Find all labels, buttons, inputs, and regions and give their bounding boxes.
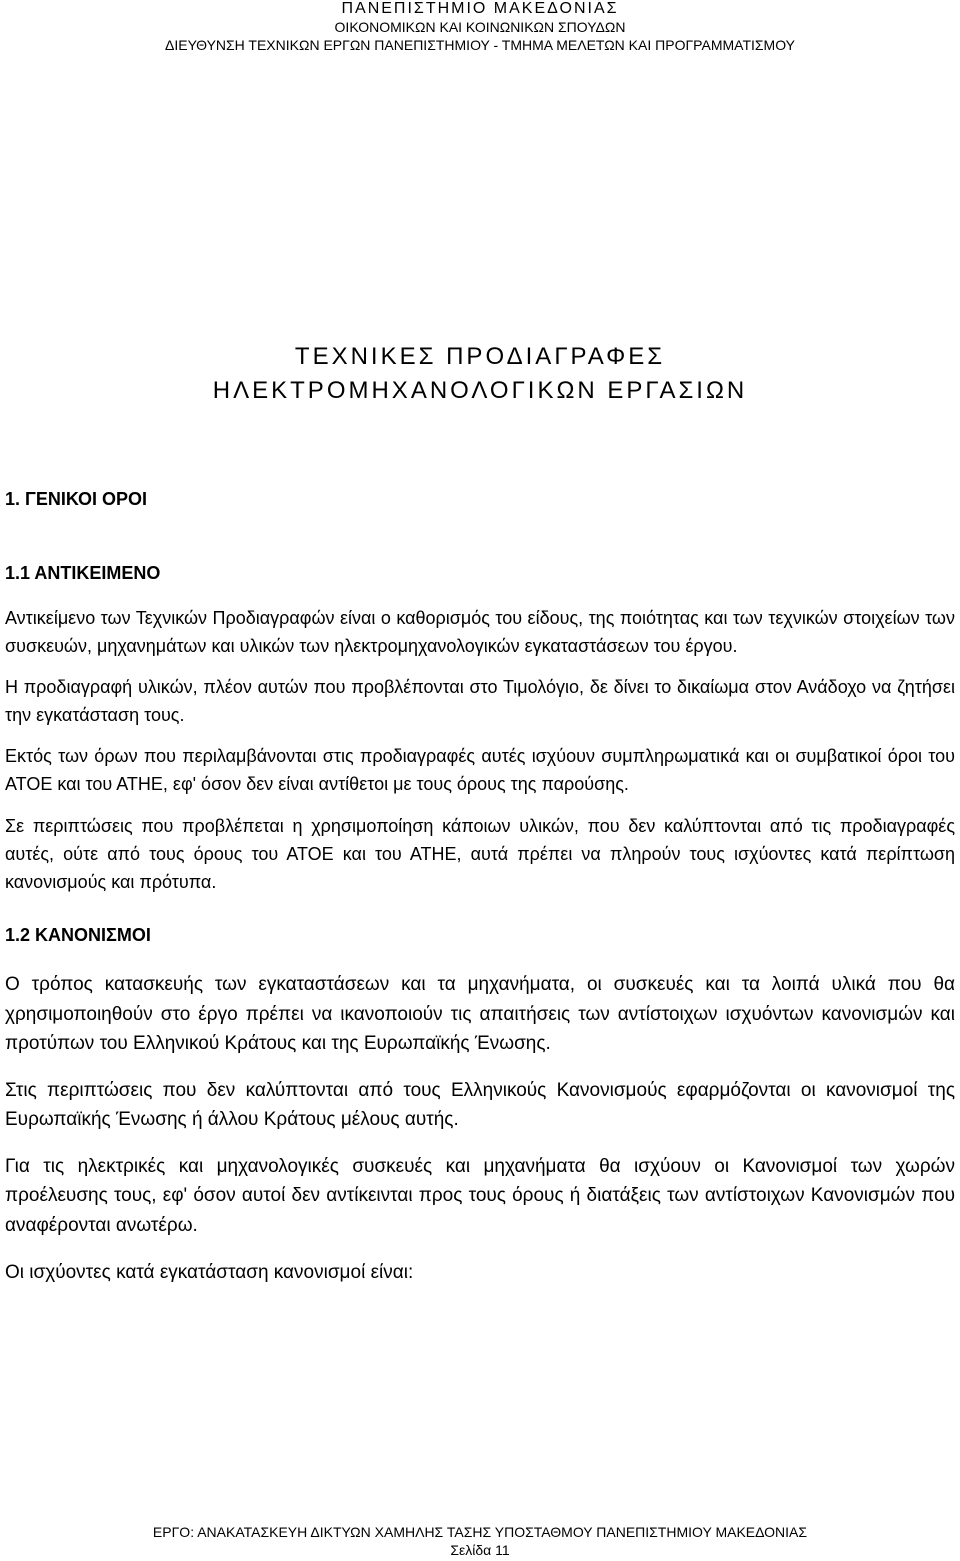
paragraph-construction: Ο τρόπος κατασκευής των εγκαταστάσεων και τα μηχανήματα, οι συσκευές και τα λοιπά υλικά που θα χρησιμοποιηθούν στο έργο πρέπει να ικανοποιούν τις απαιτήσεις των αντίστοιχων ισχυόντων κανονισμών και προτύπων του Ελληνικού Κράτους και της Ευρωπαϊκής Ένωσης. — [5, 974, 955, 1054]
paragraph-specification: Η προδιαγραφή υλικών, πλέον αυτών που προβλέπονται στο Τιμολόγιο, δε δίνει το δικαίωμα στον Ανάδοχο να ζητήσει την εγκατάσταση τους. — [5, 677, 955, 725]
school-name: ΟΙΚΟΝΟΜΙΚΩΝ ΚΑΙ ΚΟΙΝΩΝΙΚΩΝ ΣΠΟΥΔΩΝ — [334, 19, 626, 35]
section-heading-regulations: 1.2 ΚΑΝΟΝΙΣΜΟΙ — [5, 925, 151, 945]
document-body — [5, 486, 955, 1288]
footer-project: ΕΡΓΟ: ΑΝΑΚΑΤΑΣΚΕΥΗ ΔΙΚΤΥΩΝ ΧΑΜΗΛΗΣ ΤΑΣΗΣ ΥΠΟΣΤΑΘΜΟΥ ΠΑΝΕΠΙΣΤΗΜΙΟΥ ΜΑΚΕΔΟΝΙΑΣ — [152, 1524, 808, 1540]
section-heading-general: 1. ΓΕΝΙΚΟΙ ΟΡΟΙ — [5, 489, 148, 509]
title-line-2: ΗΛΕΚΤΡΟΜΗΧΑΝΟΛΟΓΙΚΩΝ ΕΡΓΑΣΙΩΝ — [212, 377, 748, 404]
section-heading-object: 1.1 ΑΝΤΙΚΕΙΜΕΝΟ — [5, 563, 161, 583]
paragraph-eu-regulations: Στις περιπτώσεις που δεν καλύπτονται από τους Ελληνικούς Κανονισμούς εφαρμόζονται οι κανονισμοί της Ευρωπαϊκής Ένωσης ή άλλου Κράτους μέλους αυτής. — [5, 1079, 955, 1130]
department-name: ΔΙΕΥΘΥΝΣΗ ΤΕΧΝΙΚΩΝ ΕΡΓΩΝ ΠΑΝΕΠΙΣΤΗΜΙΟΥ - ΤΜΗΜΑ ΜΕΛΕΤΩΝ ΚΑΙ ΠΡΟΓΡΑΜΜΑΤΙΣΜΟΥ — [165, 37, 795, 53]
paragraph-other-materials: Σε περιπτώσεις που προβλέπεται η χρησιμοποίηση κάποιων υλικών, που δεν καλύπτονται από τις προδιαγραφές αυτές, ούτε από τους όρους του ΑΤΟΕ και του ΑΤΗΕ, αυτά πρέπει να πληρούν τους ισχύοντες κατά περίπτωση κανονισμούς και πρότυπα. — [5, 816, 955, 892]
title-line-1: ΤΕΧΝΙΚΕΣ ΠΡΟΔΙΑΓΡΑΦΕΣ — [294, 343, 666, 370]
paragraph-supplementary-terms: Εκτός των όρων που περιλαμβάνονται στις προδιαγραφές αυτές ισχύουν συμπληρωματικά και οι συμβατικοί όροι του ΑΤΟΕ και του ΑΤΗΕ, εφ' όσον δεν είναι αντίθετοι με τους όρους της παρούσης. — [5, 746, 955, 794]
university-name: ΠΑΝΕΠΙΣΤΗΜΙΟ ΜΑΚΕΔΟΝΙΑΣ — [341, 0, 619, 17]
paragraph-object: Αντικείμενο των Τεχνικών Προδιαγραφών είναι ο καθορισμός του είδους, της ποιότητας και των τεχνικών στοιχείων των συσκευών, μηχανημάτων και υλικών των ηλεκτρομηχανολογικών εγκαταστάσεων του έργου. — [5, 608, 955, 656]
paragraph-regulations-list-intro: Οι ισχύοντες κατά εγκατάσταση κανονισμοί είναι: — [5, 1262, 414, 1283]
paragraph-devices: Για τις ηλεκτρικές και μηχανολογικές συσκευές και μηχανήματα θα ισχύουν οι Κανονισμοί των χωρών προέλευσης τους, εφ' όσον αυτοί δεν αντίκεινται προς τους όρους ή διατάξεις των αντίστοιχων Κανονισμών που αναφέρονται ανωτέρω. — [5, 1155, 955, 1236]
page-footer — [0, 1523, 960, 1559]
footer-page-number: Σελίδα 11 — [450, 1542, 510, 1558]
document-title — [0, 340, 960, 408]
page-header — [0, 0, 960, 54]
